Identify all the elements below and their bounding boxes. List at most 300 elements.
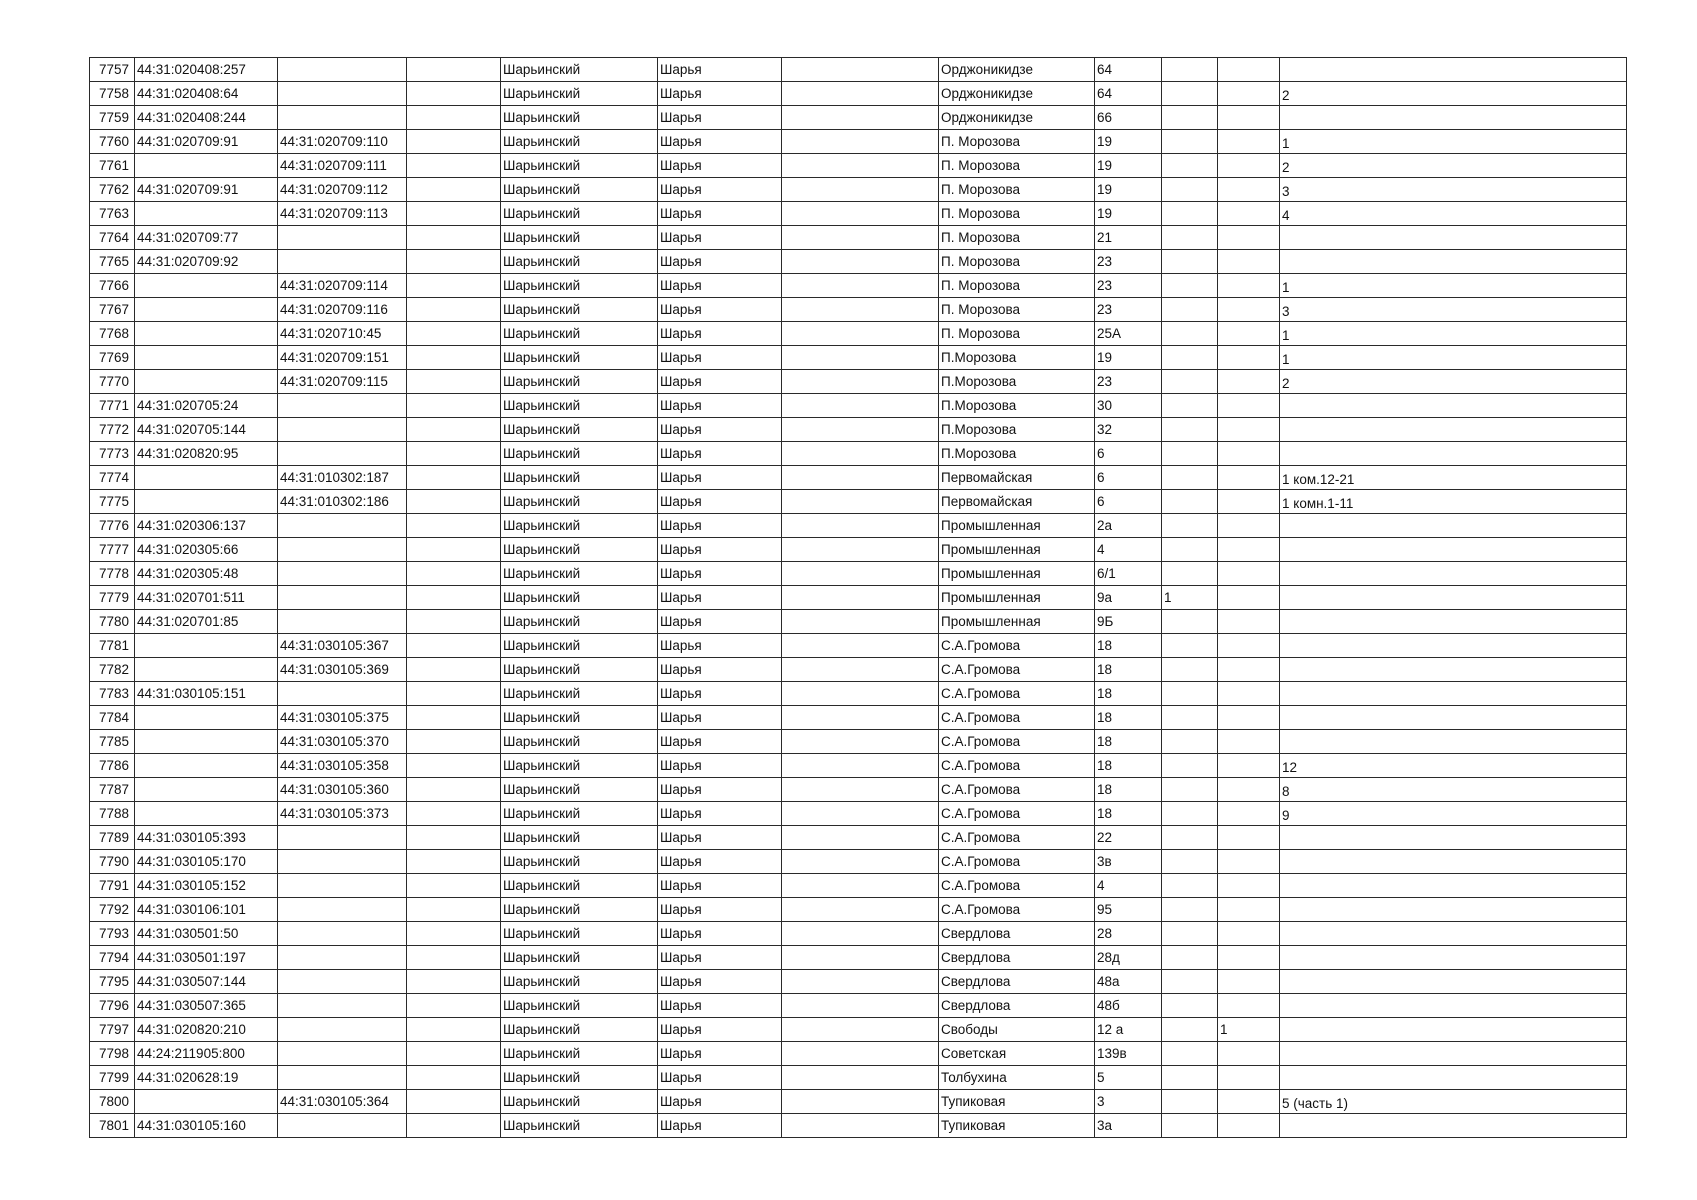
street-cell: П. Морозова (939, 226, 1095, 250)
district-cell: Шарьинский (501, 802, 658, 826)
settlement-cell (782, 1042, 939, 1066)
apartment-cell (1280, 1018, 1627, 1042)
settlement-cell (782, 874, 939, 898)
house-number-cell: 6/1 (1095, 562, 1162, 586)
table-row (90, 298, 1627, 322)
settlement-cell (782, 658, 939, 682)
settlement-cell (782, 754, 939, 778)
table-row (90, 106, 1627, 130)
row-number-cell: 7797 (90, 1018, 135, 1042)
apartment-cell (1280, 418, 1627, 442)
apartment-cell (1280, 946, 1627, 970)
empty-cell (407, 1042, 501, 1066)
structure-cell (1218, 82, 1280, 106)
district-cell: Шарьинский (501, 394, 658, 418)
apartment-cell (1280, 562, 1627, 586)
house-number-cell: 19 (1095, 154, 1162, 178)
district-cell: Шарьинский (501, 322, 658, 346)
street-cell: Свободы (939, 1018, 1095, 1042)
room-cadastral-number-cell: 44:31:030105:375 (278, 706, 407, 730)
row-number-cell: 7784 (90, 706, 135, 730)
house-number-cell: 48а (1095, 970, 1162, 994)
street-cell: С.А.Громова (939, 706, 1095, 730)
room-cadastral-number-cell: 44:31:030105:364 (278, 1090, 407, 1114)
table-row (90, 562, 1627, 586)
district-cell: Шарьинский (501, 610, 658, 634)
room-cadastral-number-cell (278, 394, 407, 418)
settlement-cell (782, 322, 939, 346)
empty-cell (407, 1066, 501, 1090)
district-cell: Шарьинский (501, 1042, 658, 1066)
city-cell: Шарья (658, 226, 782, 250)
house-number-cell: 6 (1095, 442, 1162, 466)
street-cell: Орджоникидзе (939, 58, 1095, 82)
room-cadastral-number-cell (278, 898, 407, 922)
district-cell: Шарьинский (501, 298, 658, 322)
table-row (90, 874, 1627, 898)
structure-cell (1218, 1042, 1280, 1066)
city-cell: Шарья (658, 586, 782, 610)
district-cell: Шарьинский (501, 58, 658, 82)
structure-cell (1218, 394, 1280, 418)
row-number-cell: 7796 (90, 994, 135, 1018)
empty-cell (407, 274, 501, 298)
settlement-cell (782, 490, 939, 514)
street-cell: Промышленная (939, 610, 1095, 634)
row-number-cell: 7775 (90, 490, 135, 514)
city-cell: Шарья (658, 346, 782, 370)
city-cell: Шарья (658, 466, 782, 490)
street-cell: Промышленная (939, 538, 1095, 562)
district-cell: Шарьинский (501, 1090, 658, 1114)
room-cadastral-number-cell (278, 106, 407, 130)
city-cell: Шарья (658, 898, 782, 922)
street-cell: П.Морозова (939, 394, 1095, 418)
structure-cell (1218, 898, 1280, 922)
house-number-cell: 19 (1095, 178, 1162, 202)
settlement-cell (782, 82, 939, 106)
street-cell: П. Морозова (939, 202, 1095, 226)
district-cell: Шарьинский (501, 682, 658, 706)
building-cell (1162, 898, 1218, 922)
house-number-cell: 18 (1095, 658, 1162, 682)
settlement-cell (782, 298, 939, 322)
empty-cell (407, 130, 501, 154)
district-cell: Шарьинский (501, 874, 658, 898)
room-cadastral-number-cell: 44:31:030105:370 (278, 730, 407, 754)
house-number-cell: 23 (1095, 298, 1162, 322)
building-cell (1162, 658, 1218, 682)
building-cell (1162, 418, 1218, 442)
table-row (90, 1114, 1627, 1138)
cadastral-number-cell: 44:31:020709:91 (135, 130, 278, 154)
cadastral-number-cell (135, 802, 278, 826)
room-cadastral-number-cell: 44:31:030105:367 (278, 634, 407, 658)
structure-cell (1218, 370, 1280, 394)
room-cadastral-number-cell (278, 994, 407, 1018)
building-cell (1162, 610, 1218, 634)
cadastral-number-cell: 44:31:020705:144 (135, 418, 278, 442)
settlement-cell (782, 466, 939, 490)
settlement-cell (782, 346, 939, 370)
settlement-cell (782, 178, 939, 202)
city-cell: Шарья (658, 706, 782, 730)
city-cell: Шарья (658, 130, 782, 154)
apartment-cell: 1 комн.1-11 (1280, 490, 1627, 514)
room-cadastral-number-cell (278, 442, 407, 466)
empty-cell (407, 514, 501, 538)
cadastral-number-cell (135, 778, 278, 802)
district-cell: Шарьинский (501, 514, 658, 538)
empty-cell (407, 1018, 501, 1042)
street-cell: С.А.Громова (939, 682, 1095, 706)
district-cell: Шарьинский (501, 274, 658, 298)
cadastral-number-cell (135, 730, 278, 754)
street-cell: П.Морозова (939, 370, 1095, 394)
street-cell: П. Морозова (939, 178, 1095, 202)
apartment-cell (1280, 898, 1627, 922)
structure-cell (1218, 754, 1280, 778)
table-row (90, 778, 1627, 802)
district-cell: Шарьинский (501, 106, 658, 130)
house-number-cell: 21 (1095, 226, 1162, 250)
row-number-cell: 7782 (90, 658, 135, 682)
room-cadastral-number-cell: 44:31:030105:360 (278, 778, 407, 802)
structure-cell (1218, 634, 1280, 658)
apartment-cell (1280, 850, 1627, 874)
settlement-cell (782, 970, 939, 994)
settlement-cell (782, 898, 939, 922)
city-cell: Шарья (658, 658, 782, 682)
table-row (90, 490, 1627, 514)
cadastral-number-cell (135, 466, 278, 490)
city-cell: Шарья (658, 58, 782, 82)
table-row (90, 514, 1627, 538)
building-cell (1162, 82, 1218, 106)
building-cell (1162, 994, 1218, 1018)
cadastral-number-cell: 44:31:030105:160 (135, 1114, 278, 1138)
street-cell: Свердлова (939, 922, 1095, 946)
city-cell: Шарья (658, 682, 782, 706)
apartment-cell (1280, 538, 1627, 562)
cadastral-number-cell (135, 322, 278, 346)
table-row (90, 850, 1627, 874)
empty-cell (407, 490, 501, 514)
apartment-cell (1280, 826, 1627, 850)
table-row (90, 1066, 1627, 1090)
empty-cell (407, 658, 501, 682)
settlement-cell (782, 778, 939, 802)
row-number-cell: 7793 (90, 922, 135, 946)
city-cell: Шарья (658, 1018, 782, 1042)
apartment-cell: 8 (1280, 778, 1627, 802)
settlement-cell (782, 682, 939, 706)
building-cell (1162, 682, 1218, 706)
building-cell (1162, 490, 1218, 514)
apartment-cell: 4 (1280, 202, 1627, 226)
structure-cell (1218, 922, 1280, 946)
row-number-cell: 7792 (90, 898, 135, 922)
row-number-cell: 7759 (90, 106, 135, 130)
district-cell: Шарьинский (501, 850, 658, 874)
street-cell: С.А.Громова (939, 850, 1095, 874)
building-cell (1162, 1018, 1218, 1042)
room-cadastral-number-cell: 44:31:020709:110 (278, 130, 407, 154)
city-cell: Шарья (658, 1114, 782, 1138)
cadastral-number-cell (135, 370, 278, 394)
district-cell: Шарьинский (501, 826, 658, 850)
building-cell (1162, 130, 1218, 154)
empty-cell (407, 610, 501, 634)
settlement-cell (782, 442, 939, 466)
house-number-cell: 18 (1095, 682, 1162, 706)
table-row (90, 634, 1627, 658)
house-number-cell: 6 (1095, 466, 1162, 490)
empty-cell (407, 370, 501, 394)
street-cell: П. Морозова (939, 322, 1095, 346)
room-cadastral-number-cell: 44:31:020709:115 (278, 370, 407, 394)
building-cell (1162, 346, 1218, 370)
building-cell (1162, 922, 1218, 946)
district-cell: Шарьинский (501, 1066, 658, 1090)
empty-cell (407, 994, 501, 1018)
city-cell: Шарья (658, 370, 782, 394)
row-number-cell: 7781 (90, 634, 135, 658)
table-row (90, 58, 1627, 82)
house-number-cell: 32 (1095, 418, 1162, 442)
building-cell (1162, 274, 1218, 298)
apartment-cell (1280, 58, 1627, 82)
house-number-cell: 19 (1095, 130, 1162, 154)
city-cell: Шарья (658, 994, 782, 1018)
settlement-cell (782, 706, 939, 730)
structure-cell (1218, 346, 1280, 370)
row-number-cell: 7779 (90, 586, 135, 610)
cadastral-number-cell: 44:31:030507:144 (135, 970, 278, 994)
structure-cell (1218, 418, 1280, 442)
settlement-cell (782, 634, 939, 658)
street-cell: Тупиковая (939, 1090, 1095, 1114)
structure-cell (1218, 322, 1280, 346)
house-number-cell: 9Б (1095, 610, 1162, 634)
empty-cell (407, 634, 501, 658)
settlement-cell (782, 1066, 939, 1090)
room-cadastral-number-cell (278, 826, 407, 850)
district-cell: Шарьинский (501, 250, 658, 274)
district-cell: Шарьинский (501, 538, 658, 562)
row-number-cell: 7766 (90, 274, 135, 298)
cadastral-number-cell: 44:31:030501:197 (135, 946, 278, 970)
table-row (90, 826, 1627, 850)
district-cell: Шарьинский (501, 226, 658, 250)
settlement-cell (782, 106, 939, 130)
cadastral-number-cell: 44:31:030105:152 (135, 874, 278, 898)
apartment-cell (1280, 394, 1627, 418)
table-row (90, 802, 1627, 826)
apartment-cell (1280, 610, 1627, 634)
building-cell (1162, 1090, 1218, 1114)
empty-cell (407, 946, 501, 970)
structure-cell (1218, 298, 1280, 322)
district-cell: Шарьинский (501, 706, 658, 730)
district-cell: Шарьинский (501, 418, 658, 442)
district-cell: Шарьинский (501, 1114, 658, 1138)
apartment-cell (1280, 970, 1627, 994)
apartment-cell (1280, 250, 1627, 274)
house-number-cell: 64 (1095, 58, 1162, 82)
apartment-cell: 3 (1280, 298, 1627, 322)
table-row (90, 442, 1627, 466)
apartment-cell: 3 (1280, 178, 1627, 202)
structure-cell (1218, 106, 1280, 130)
room-cadastral-number-cell (278, 418, 407, 442)
city-cell: Шарья (658, 298, 782, 322)
room-cadastral-number-cell: 44:31:020709:111 (278, 154, 407, 178)
structure-cell (1218, 970, 1280, 994)
city-cell: Шарья (658, 634, 782, 658)
structure-cell: 1 (1218, 1018, 1280, 1042)
cadastral-number-cell (135, 706, 278, 730)
cadastral-number-cell: 44:31:020305:66 (135, 538, 278, 562)
table-row (90, 898, 1627, 922)
structure-cell (1218, 874, 1280, 898)
structure-cell (1218, 994, 1280, 1018)
city-cell: Шарья (658, 922, 782, 946)
apartment-cell (1280, 1066, 1627, 1090)
empty-cell (407, 1114, 501, 1138)
house-number-cell: 2а (1095, 514, 1162, 538)
empty-cell (407, 106, 501, 130)
apartment-cell (1280, 226, 1627, 250)
cadastral-number-cell: 44:31:030507:365 (135, 994, 278, 1018)
settlement-cell (782, 370, 939, 394)
row-number-cell: 7798 (90, 1042, 135, 1066)
cadastral-number-cell (135, 658, 278, 682)
building-cell (1162, 850, 1218, 874)
row-number-cell: 7757 (90, 58, 135, 82)
row-number-cell: 7760 (90, 130, 135, 154)
settlement-cell (782, 202, 939, 226)
house-number-cell: 3а (1095, 1114, 1162, 1138)
row-number-cell: 7786 (90, 754, 135, 778)
building-cell (1162, 514, 1218, 538)
empty-cell (407, 706, 501, 730)
street-cell: Первомайская (939, 466, 1095, 490)
apartment-cell (1280, 634, 1627, 658)
house-number-cell: 6 (1095, 490, 1162, 514)
empty-cell (407, 418, 501, 442)
city-cell: Шарья (658, 1090, 782, 1114)
city-cell: Шарья (658, 154, 782, 178)
city-cell: Шарья (658, 826, 782, 850)
house-number-cell: 9а (1095, 586, 1162, 610)
district-cell: Шарьинский (501, 946, 658, 970)
room-cadastral-number-cell (278, 922, 407, 946)
settlement-cell (782, 130, 939, 154)
street-cell: П. Морозова (939, 130, 1095, 154)
building-cell (1162, 778, 1218, 802)
row-number-cell: 7800 (90, 1090, 135, 1114)
house-number-cell: 64 (1095, 82, 1162, 106)
apartment-cell: 2 (1280, 82, 1627, 106)
structure-cell (1218, 610, 1280, 634)
row-number-cell: 7799 (90, 1066, 135, 1090)
table-row (90, 154, 1627, 178)
building-cell (1162, 1066, 1218, 1090)
city-cell: Шарья (658, 418, 782, 442)
cadastral-number-cell: 44:31:020701:85 (135, 610, 278, 634)
apartment-cell (1280, 106, 1627, 130)
cadastral-number-cell (135, 1090, 278, 1114)
empty-cell (407, 898, 501, 922)
room-cadastral-number-cell: 44:31:010302:187 (278, 466, 407, 490)
table-row (90, 370, 1627, 394)
house-number-cell: 66 (1095, 106, 1162, 130)
city-cell: Шарья (658, 562, 782, 586)
apartment-cell: 12 (1280, 754, 1627, 778)
empty-cell (407, 754, 501, 778)
structure-cell (1218, 706, 1280, 730)
house-number-cell: 25А (1095, 322, 1162, 346)
settlement-cell (782, 946, 939, 970)
street-cell: С.А.Громова (939, 802, 1095, 826)
settlement-cell (782, 394, 939, 418)
row-number-cell: 7801 (90, 1114, 135, 1138)
settlement-cell (782, 802, 939, 826)
street-cell: П.Морозова (939, 442, 1095, 466)
row-number-cell: 7790 (90, 850, 135, 874)
cadastral-number-cell (135, 634, 278, 658)
cadastral-number-cell: 44:31:020709:92 (135, 250, 278, 274)
structure-cell (1218, 562, 1280, 586)
table-row (90, 274, 1627, 298)
building-cell (1162, 706, 1218, 730)
apartment-cell (1280, 730, 1627, 754)
cadastral-number-cell: 44:31:020305:48 (135, 562, 278, 586)
cadastral-number-cell: 44:31:020820:95 (135, 442, 278, 466)
district-cell: Шарьинский (501, 346, 658, 370)
cadastral-number-cell (135, 154, 278, 178)
room-cadastral-number-cell: 44:31:020709:112 (278, 178, 407, 202)
building-cell (1162, 802, 1218, 826)
table-row (90, 586, 1627, 610)
room-cadastral-number-cell (278, 82, 407, 106)
street-cell: Советская (939, 1042, 1095, 1066)
cadastral-number-cell: 44:31:030501:50 (135, 922, 278, 946)
building-cell (1162, 538, 1218, 562)
house-number-cell: 19 (1095, 202, 1162, 226)
table-row (90, 1090, 1627, 1114)
room-cadastral-number-cell (278, 562, 407, 586)
settlement-cell (782, 58, 939, 82)
district-cell: Шарьинский (501, 970, 658, 994)
table-row (90, 706, 1627, 730)
structure-cell (1218, 58, 1280, 82)
room-cadastral-number-cell (278, 970, 407, 994)
house-number-cell: 18 (1095, 802, 1162, 826)
room-cadastral-number-cell (278, 514, 407, 538)
empty-cell (407, 922, 501, 946)
street-cell: Орджоникидзе (939, 82, 1095, 106)
building-cell (1162, 874, 1218, 898)
structure-cell (1218, 778, 1280, 802)
cadastral-number-cell: 44:31:030105:393 (135, 826, 278, 850)
structure-cell (1218, 154, 1280, 178)
building-cell (1162, 250, 1218, 274)
city-cell: Шарья (658, 82, 782, 106)
building-cell (1162, 730, 1218, 754)
building-cell (1162, 370, 1218, 394)
